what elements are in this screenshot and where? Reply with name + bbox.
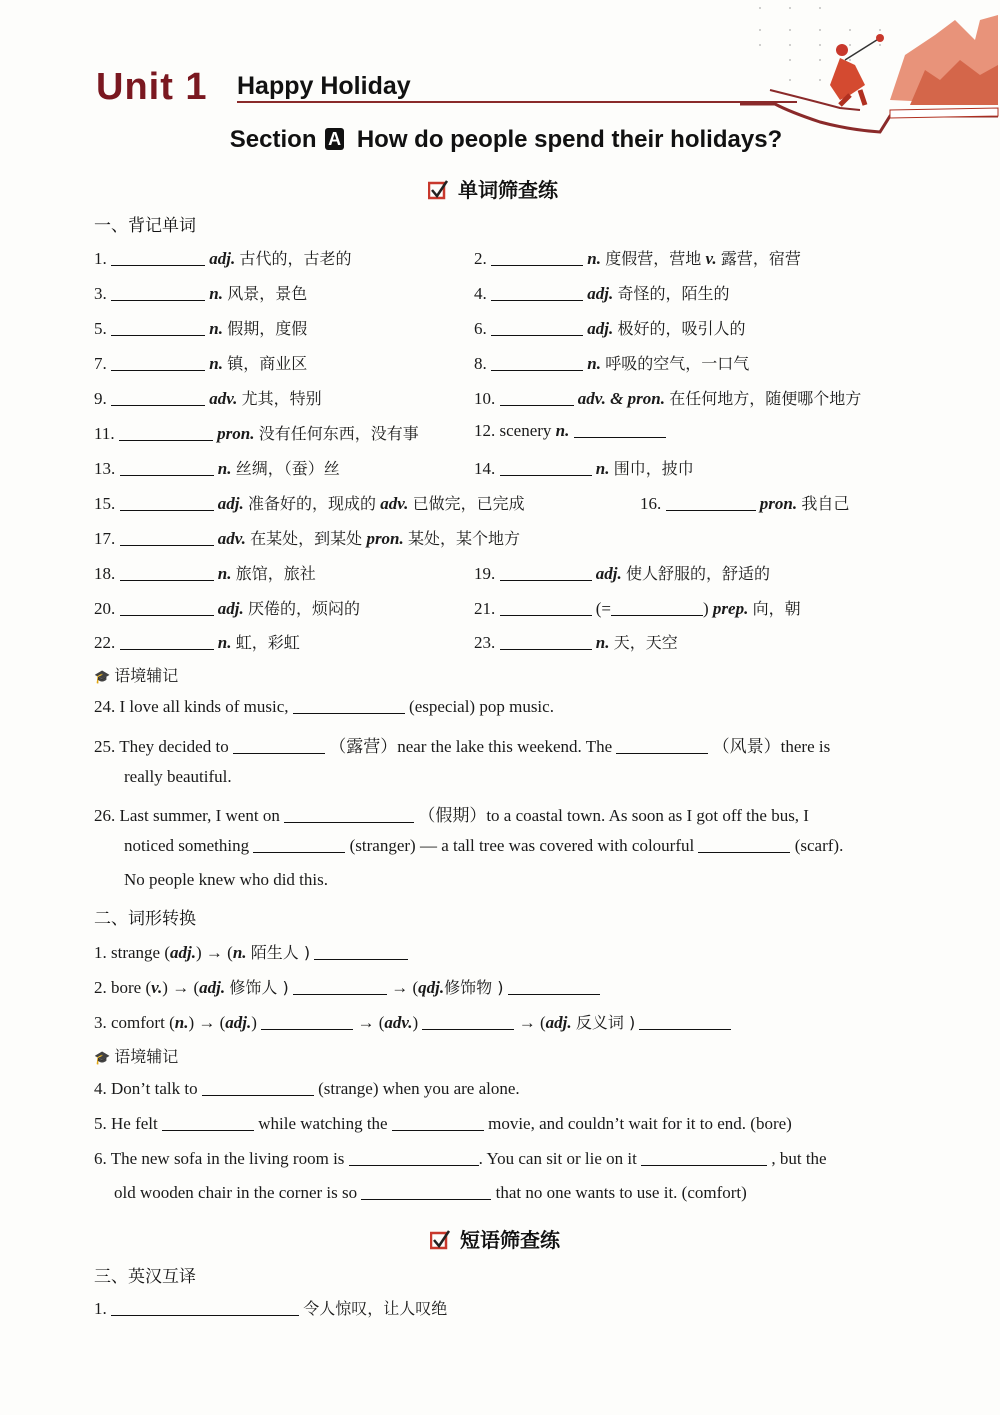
answer-blank[interactable] bbox=[293, 978, 387, 995]
answer-blank[interactable] bbox=[120, 494, 214, 511]
vocab-item-9: 9. adv. 尤其，特别 bbox=[94, 389, 322, 408]
section-title bbox=[0, 126, 1000, 154]
transform-1: 1. strange (adj.) → (n. 陌生人 ) bbox=[94, 940, 408, 963]
vocab-item-17: 17. adv. 在某处，到某处 pron. 某处，某个地方 bbox=[94, 529, 521, 548]
context-label: 🎓 语境辅记 bbox=[94, 666, 179, 685]
part2-title: 二、词形转换 bbox=[94, 909, 196, 929]
section-badge: A bbox=[325, 128, 344, 150]
check-box-icon bbox=[428, 180, 448, 200]
answer-blank[interactable] bbox=[349, 1149, 479, 1166]
vocab-item-23: 23. n. 天，天空 bbox=[474, 633, 678, 652]
answer-blank[interactable] bbox=[111, 1299, 299, 1316]
answer-blank[interactable] bbox=[500, 389, 574, 406]
vocab-item-7: 7. n. 镇，商业区 bbox=[94, 354, 308, 373]
context-q26: 26. Last summer, I went on （假期）to a coastal town. As soon as I got off the bus, I bbox=[94, 806, 809, 825]
vocab-item-15: 15. adj. 准备好的，现成的 adv. 已做完，已完成 bbox=[94, 494, 525, 513]
answer-blank[interactable] bbox=[361, 1183, 491, 1200]
context-q24: 24. I love all kinds of music, (especial) pop music. bbox=[94, 697, 554, 716]
answer-blank[interactable] bbox=[111, 354, 205, 371]
vocab-item-8: 8. n. 呼吸的空气，一口气 bbox=[474, 354, 750, 373]
answer-blank[interactable] bbox=[111, 319, 205, 336]
vocab-item-22: 22. n. 虹，彩虹 bbox=[94, 633, 300, 652]
answer-blank[interactable] bbox=[261, 1013, 353, 1030]
answer-blank[interactable] bbox=[500, 564, 592, 581]
graduation-cap-icon: 🎓 bbox=[94, 670, 111, 685]
answer-blank[interactable] bbox=[120, 564, 214, 581]
answer-blank[interactable] bbox=[641, 1149, 767, 1166]
vocab-item-21: 21. (= ) prep. 向，朝 bbox=[474, 599, 801, 618]
answer-blank[interactable] bbox=[284, 806, 414, 823]
answer-blank[interactable] bbox=[120, 633, 214, 650]
answer-blank[interactable] bbox=[120, 459, 214, 476]
answer-blank[interactable] bbox=[491, 249, 583, 266]
vocab-item-19: 19. adj. 使人舒服的，舒适的 bbox=[474, 564, 770, 583]
answer-blank[interactable] bbox=[120, 599, 214, 616]
answer-blank[interactable] bbox=[111, 284, 205, 301]
answer-blank[interactable] bbox=[491, 354, 583, 371]
answer-blank[interactable] bbox=[233, 737, 325, 754]
part3-title: 三、英汉互译 bbox=[94, 1267, 196, 1287]
header-rule bbox=[237, 101, 797, 103]
transform-2: 2. bore (v.) → (adj. 修饰人 ) → (qdj.修饰物 ) bbox=[94, 975, 600, 998]
answer-blank[interactable] bbox=[500, 599, 592, 616]
check-box-icon bbox=[430, 1230, 450, 1250]
answer-blank[interactable] bbox=[491, 284, 583, 301]
vocab-item-14: 14. n. 围巾，披巾 bbox=[474, 459, 694, 478]
context-q26-line3: No people knew who did this. bbox=[124, 870, 328, 889]
answer-blank[interactable] bbox=[491, 319, 583, 336]
phrase-section-heading: 短语筛查练 bbox=[430, 1224, 560, 1253]
unit-title: Happy Holiday bbox=[237, 72, 411, 100]
vocab-item-1: 1. adj. 古代的，古老的 bbox=[94, 249, 352, 268]
graduation-cap-icon: 🎓 bbox=[94, 1051, 111, 1066]
vocab-section-heading: 单词筛查练 bbox=[428, 174, 558, 203]
vocab-item-3: 3. n. 风景，景色 bbox=[94, 284, 308, 303]
section-question: How do people spend their holidays? bbox=[356, 126, 783, 153]
vocab-item-10: 10. adv. & pron. 在任何地方，随便哪个地方 bbox=[474, 389, 862, 408]
context2-q4: 4. Don’t talk to (strange) when you are alone. bbox=[94, 1079, 520, 1098]
context-q25: 25. They decided to （露营）near the lake this weekend. The （风景）there is bbox=[94, 737, 831, 756]
vocab-item-12: 12. scenery n. bbox=[474, 421, 666, 441]
transform-3: 3. comfort (n.) → (adj.) → (adv.) → (adj. 反义词 ) bbox=[94, 1010, 731, 1033]
answer-blank[interactable] bbox=[293, 697, 405, 714]
answer-blank[interactable] bbox=[639, 1013, 731, 1030]
vocab-item-20: 20. adj. 厌倦的，烦闷的 bbox=[94, 599, 360, 618]
part1-title: 一、背记单词 bbox=[94, 216, 196, 236]
answer-blank[interactable] bbox=[111, 389, 205, 406]
answer-blank[interactable] bbox=[314, 943, 408, 960]
vocab-item-11: 11. pron. 没有任何东西，没有事 bbox=[94, 424, 419, 443]
phrase-item-1: 1. 令人惊叹，让人叹绝 bbox=[94, 1299, 448, 1318]
answer-blank[interactable] bbox=[120, 529, 214, 546]
answer-blank[interactable] bbox=[508, 978, 600, 995]
context-label-2: 🎓 语境辅记 bbox=[94, 1047, 179, 1066]
answer-blank[interactable] bbox=[574, 421, 666, 438]
context2-q6: 6. The new sofa in the living room is . You can sit or lie on it , but the bbox=[94, 1149, 827, 1168]
context-q25-cont: really beautiful. bbox=[124, 767, 232, 786]
answer-blank[interactable] bbox=[253, 836, 345, 853]
context-q26-line2: noticed something (stranger) — a tall tree was covered with colourful (scarf). bbox=[124, 836, 844, 855]
vocab-item-4: 4. adj. 奇怪的，陌生的 bbox=[474, 284, 730, 303]
vocab-item-6: 6. adj. 极好的，吸引人的 bbox=[474, 319, 746, 338]
vocab-item-18: 18. n. 旅馆，旅社 bbox=[94, 564, 316, 583]
context2-q6-line2: old wooden chair in the corner is so that no one wants to use it. (comfort) bbox=[114, 1183, 747, 1202]
unit-number: Unit 1 bbox=[96, 66, 208, 108]
answer-blank[interactable] bbox=[162, 1114, 254, 1131]
vocab-item-5: 5. n. 假期，度假 bbox=[94, 319, 308, 338]
answer-blank[interactable] bbox=[698, 836, 790, 853]
answer-blank[interactable] bbox=[500, 633, 592, 650]
answer-blank[interactable] bbox=[119, 424, 213, 441]
vocab-item-2: 2. n. 度假营，营地 v. 露营，宿营 bbox=[474, 249, 801, 268]
answer-blank[interactable] bbox=[616, 737, 708, 754]
answer-blank[interactable] bbox=[500, 459, 592, 476]
vocab-item-16: 16. pron. 我自己 bbox=[640, 494, 850, 513]
context2-q5: 5. He felt while watching the movie, and couldn’t wait for it to end. (bore) bbox=[94, 1114, 792, 1133]
answer-blank[interactable] bbox=[202, 1079, 314, 1096]
answer-blank[interactable] bbox=[422, 1013, 514, 1030]
answer-blank[interactable] bbox=[111, 249, 205, 266]
answer-blank[interactable] bbox=[392, 1114, 484, 1131]
answer-blank[interactable] bbox=[666, 494, 756, 511]
section-prefix: Section bbox=[229, 126, 317, 153]
vocab-item-13: 13. n. 丝绸，（蚕）丝 bbox=[94, 459, 340, 478]
answer-blank-alt[interactable] bbox=[611, 599, 703, 616]
